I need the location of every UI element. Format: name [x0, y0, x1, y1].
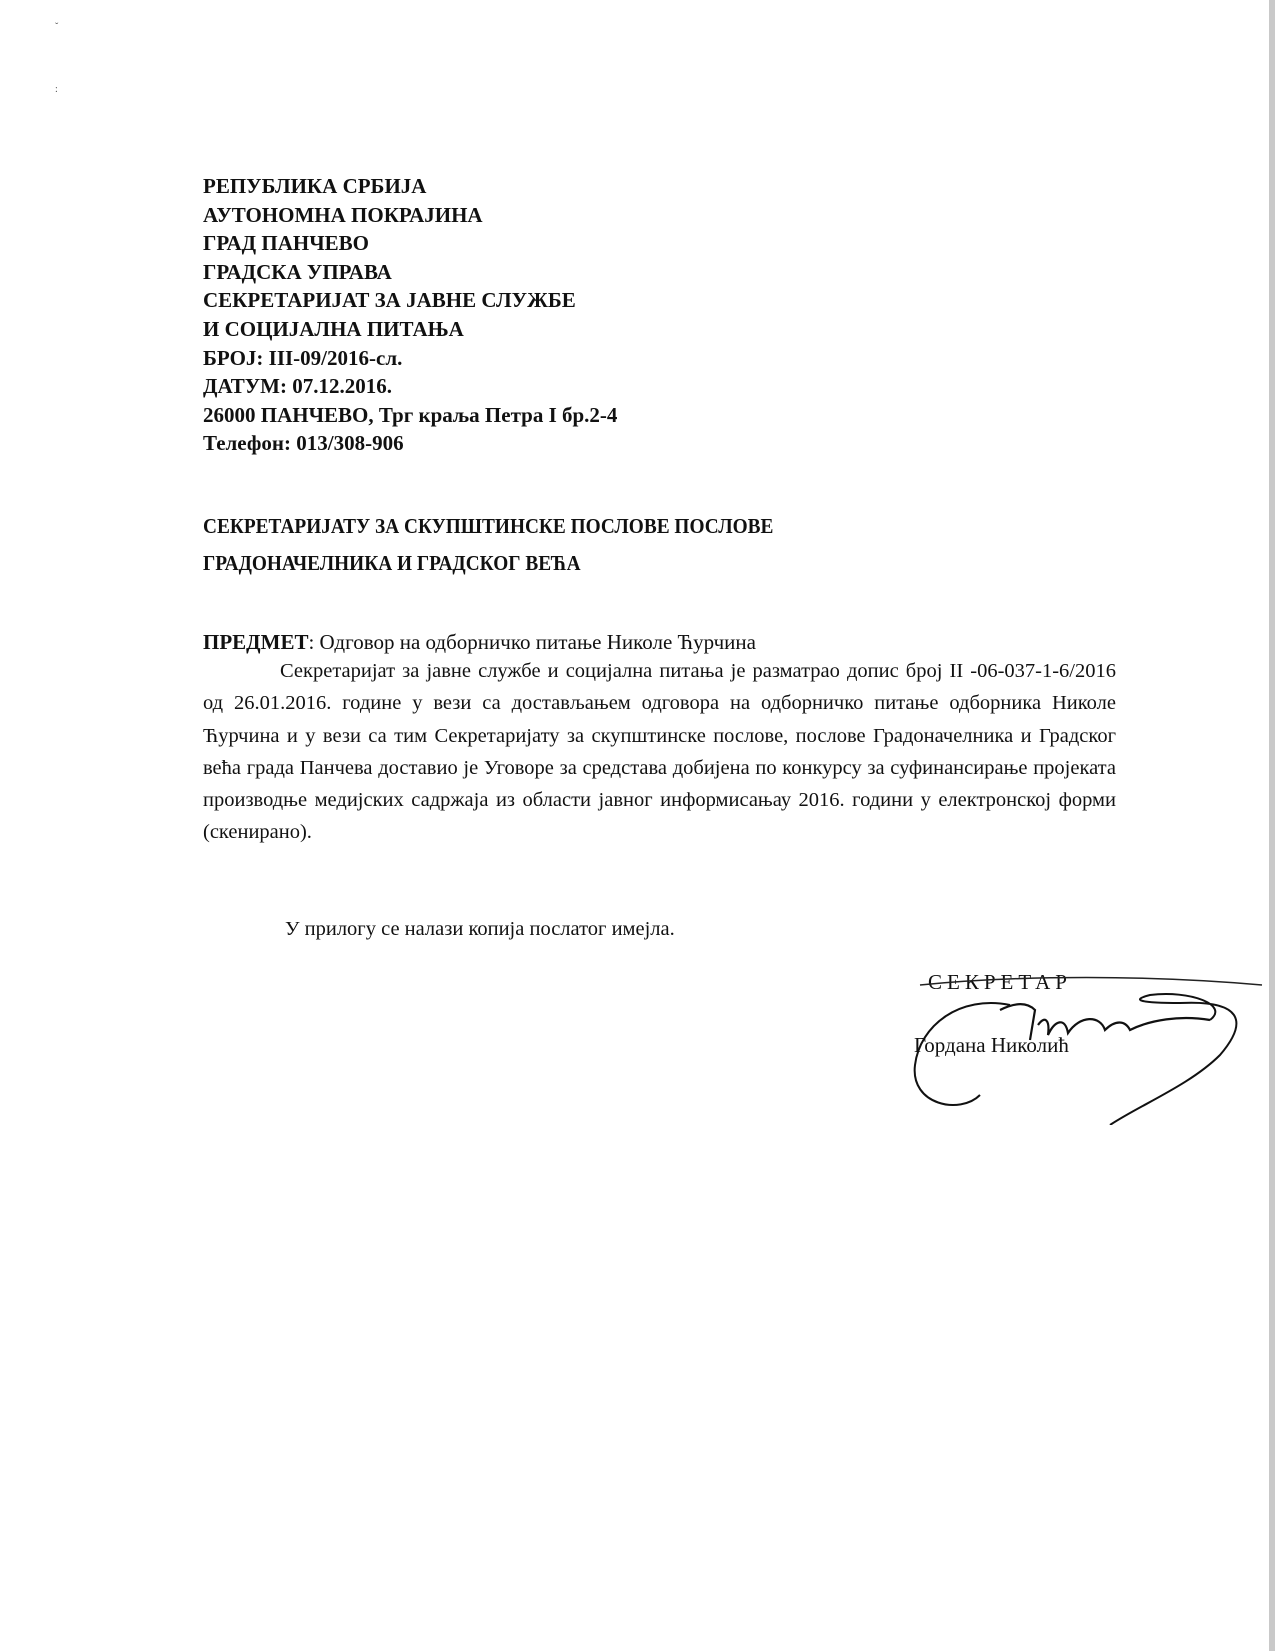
signature-name: Гордана Николић [914, 1033, 1069, 1057]
letterhead-line: АУТОНОМНА ПОКРАЈИНА [203, 202, 483, 227]
letterhead-line: СЕКРЕТАРИЈАТ ЗА ЈАВНЕ СЛУЖБЕ [203, 288, 576, 313]
recipient [203, 508, 773, 582]
scan-speck: ˇ [55, 22, 59, 33]
letterhead-line: ГРАДСКА УПРАВА [203, 259, 392, 284]
scan-edge [1269, 0, 1275, 1651]
subject [203, 630, 756, 655]
letterhead [203, 172, 617, 458]
address: 26000 ПАНЧЕВО, Трг краља Петра I бр.2-4 [203, 402, 618, 427]
closing-line: У прилогу се налази копија послатог имејла. [285, 918, 675, 940]
letterhead-line: ГРАД ПАНЧЕВО [203, 231, 369, 256]
phone: Телефон: 013/308-906 [203, 431, 404, 456]
document-date: ДАТУМ: 07.12.2016. [203, 374, 392, 399]
letterhead-line: РЕПУБЛИКА СРБИЈА [203, 174, 427, 198]
recipient-line: СЕКРЕТАРИЈАТУ ЗА СКУПШТИНСКЕ ПОСЛОВЕ ПОСЛОВЕ [203, 514, 774, 538]
letterhead-line: И СОЦИЈАЛНА ПИТАЊА [203, 316, 464, 341]
subject-text: : Одговор на одборничко питање Николе Ћурчина [308, 630, 756, 654]
body-paragraph: Секретаријат за јавне службе и социјална питања је разматрао допис број II -06-037-1-6/2016 од 26.01.2016. године у вези са достављањем одговора на одборничко питање одборника Николе Ћурчина и у вези са тим Секретаријату за скупштинске послове, послове Градоначелника и Градског већа града Панчева доставио је Уговоре за средстава добијена по конкурсу за суфинансирање пројеката производње медијских садржаја из области јавног информисањау 2016. години у електронској форми (скенирано). [203, 660, 1116, 844]
document-number: БРОЈ: III-09/2016-сл. [203, 345, 403, 370]
signature-title: СЕКРЕТАР [928, 970, 1072, 994]
handwritten-signature [900, 975, 1275, 1125]
scan-speck: : [55, 84, 58, 95]
recipient-line: ГРАДОНАЧЕЛНИКА И ГРАДСКОГ ВЕЋА [203, 551, 581, 575]
subject-label: ПРЕДМЕТ [203, 630, 309, 654]
